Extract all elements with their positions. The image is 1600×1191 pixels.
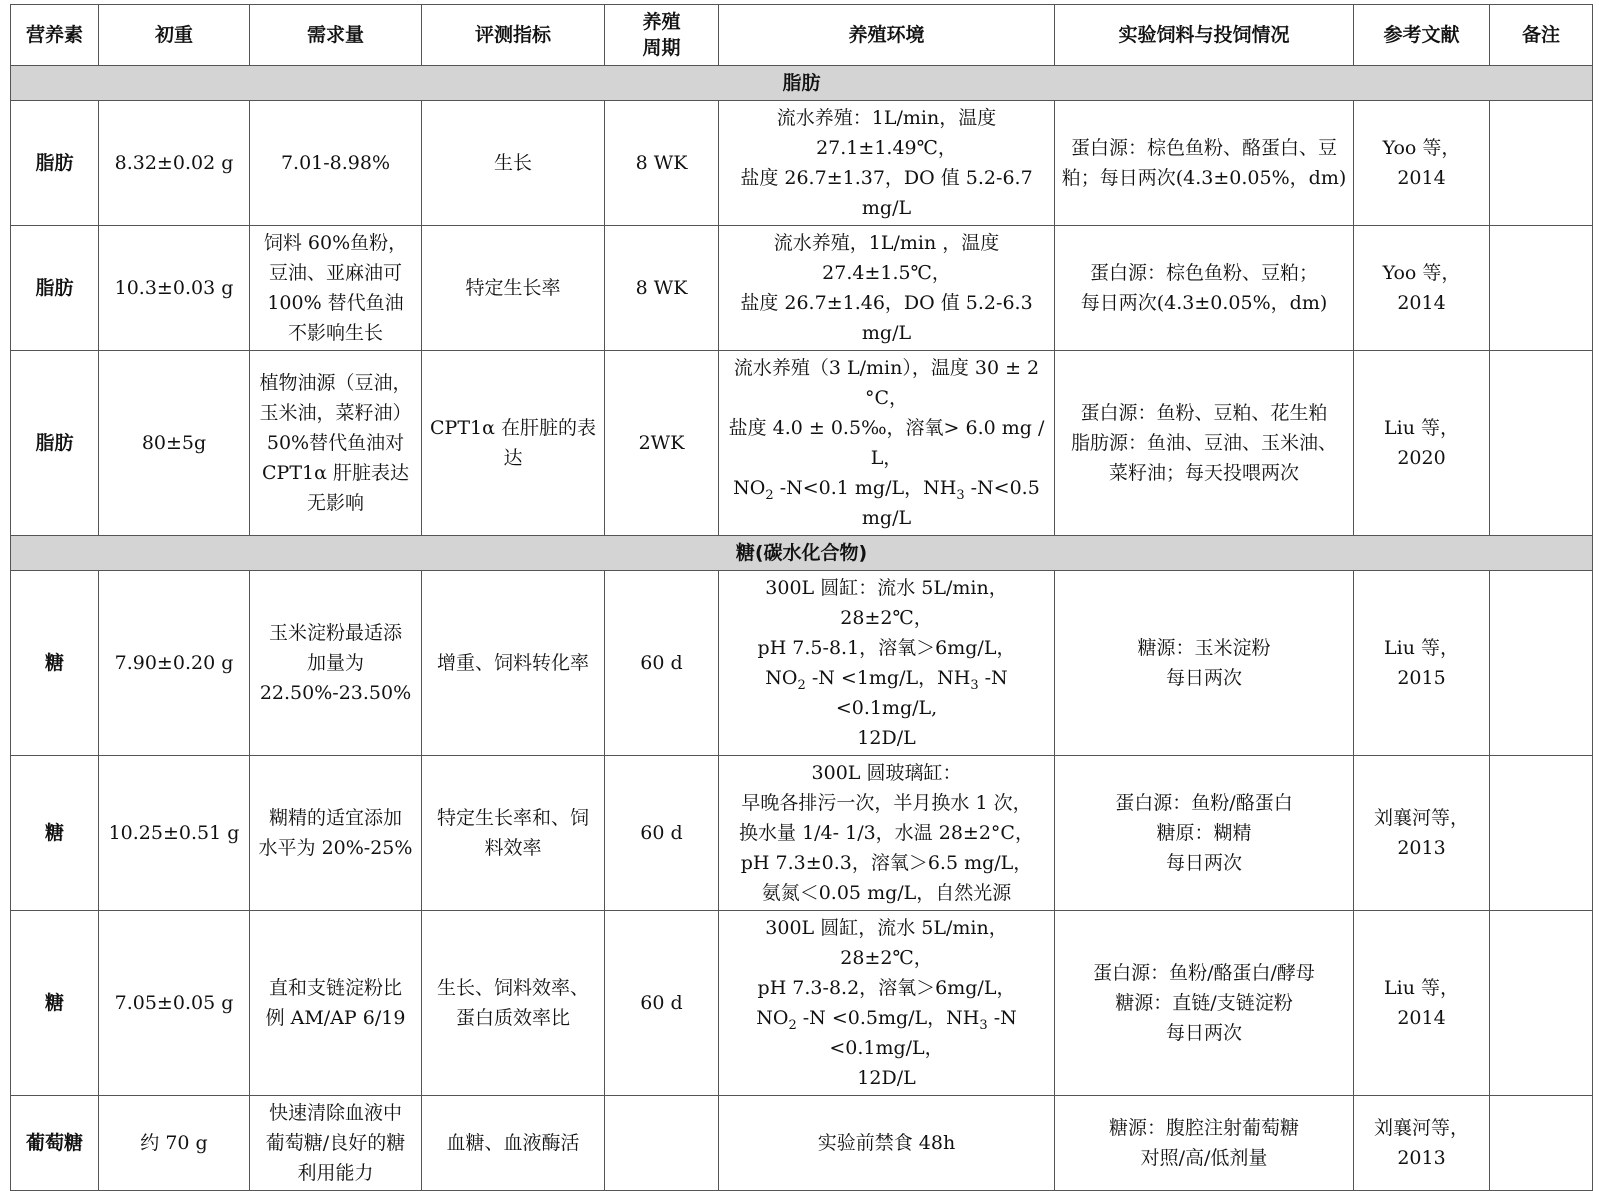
cell-reference: Yoo 等，2014 — [1354, 101, 1490, 226]
cell-note — [1490, 226, 1593, 351]
cell-reference: Liu 等，2014 — [1354, 911, 1490, 1096]
cell-feed: 蛋白源：鱼粉、豆粕、花生粕 脂肪源：鱼油、豆油、玉米油、 菜籽油；每天投喂两次 — [1055, 351, 1354, 536]
cell-weight: 80±5g — [99, 351, 250, 536]
cell-requirement: 玉米淀粉最适添 加量为 22.50%-23.50% — [250, 571, 422, 756]
cell-nutrient: 脂肪 — [11, 101, 99, 226]
data-table-container — [10, 4, 1592, 1191]
cell-feed: 糖源：腹腔注射葡萄糖 对照/高/低剂量 — [1055, 1096, 1354, 1191]
cell-index: 生长、饲料效率、 蛋白质效率比 — [422, 911, 605, 1096]
section-row-fat — [11, 66, 1593, 101]
cell-weight: 7.05±0.05 g — [99, 911, 250, 1096]
cell-weight: 10.3±0.03 g — [99, 226, 250, 351]
cell-reference: 刘襄河等， 2013 — [1354, 756, 1490, 911]
cell-environment: 流水养殖，1L/min ，温度 27.4±1.5℃， 盐度 26.7±1.46，DO 值 5.2-6.3 mg/L — [719, 226, 1055, 351]
header-culture-period: 养殖周期 — [605, 5, 719, 66]
cell-note — [1490, 571, 1593, 756]
cell-weight: 8.32±0.02 g — [99, 101, 250, 226]
cell-weight: 7.90±0.20 g — [99, 571, 250, 756]
cell-note — [1490, 756, 1593, 911]
cell-feed: 蛋白源：棕色鱼粉、豆粕； 每日两次(4.3±0.05%，dm) — [1055, 226, 1354, 351]
cell-note — [1490, 1096, 1593, 1191]
cell-nutrient: 葡萄糖 — [11, 1096, 99, 1191]
cell-environment: 300L 圆玻璃缸： 早晚各排污一次，半月换水 1 次， 换水量 1/4- 1/3，水温 28±2°C， pH 7.3±0.3，溶氧＞6.5 mg/L， 氨氮＜0.05 mg/L，自然光源 — [719, 756, 1055, 911]
cell-period: 60 d — [605, 571, 719, 756]
cell-weight: 10.25±0.51 g — [99, 756, 250, 911]
cell-requirement: 植物油源（豆油， 玉米油，菜籽油） 50%替代鱼油对 CPT1α 肝脏表达 无影响 — [250, 351, 422, 536]
cell-index: 血糖、血液酶活 — [422, 1096, 605, 1191]
cell-note — [1490, 911, 1593, 1096]
cell-nutrient: 糖 — [11, 571, 99, 756]
cell-index: 特定生长率和、饲 料效率 — [422, 756, 605, 911]
table-row — [11, 351, 1593, 536]
cell-environment: 实验前禁食 48h — [719, 1096, 1055, 1191]
header-nutrient: 营养素 — [11, 5, 99, 66]
cell-requirement: 7.01-8.98% — [250, 101, 422, 226]
cell-feed: 蛋白源：鱼粉/酪蛋白/酵母 糖源：直链/支链淀粉 每日两次 — [1055, 911, 1354, 1096]
cell-period — [605, 1096, 719, 1191]
section-title-fat: 脂肪 — [11, 66, 1593, 101]
table-row — [11, 756, 1593, 911]
header-reference: 参考文献 — [1354, 5, 1490, 66]
cell-requirement: 饲料 60%鱼粉， 豆油、亚麻油可 100% 替代鱼油 不影响生长 — [250, 226, 422, 351]
cell-environment: 300L 圆缸，流水 5L/min，28±2℃， pH 7.3-8.2，溶氧＞6mg/L， $NO_2$ -N <0.5mg/L，$NH_3$ -N <0.1mg/L， 12D/L — [719, 911, 1055, 1096]
cell-index: 增重、饲料转化率 — [422, 571, 605, 756]
cell-index: 特定生长率 — [422, 226, 605, 351]
cell-nutrient: 糖 — [11, 911, 99, 1096]
header-requirement: 需求量 — [250, 5, 422, 66]
cell-feed: 蛋白源：鱼粉/酪蛋白 糖原：糊精 每日两次 — [1055, 756, 1354, 911]
cell-reference: Liu 等，2015 — [1354, 571, 1490, 756]
table-row — [11, 911, 1593, 1096]
section-row-sugar — [11, 536, 1593, 571]
cell-environment: 300L 圆缸：流水 5L/min，28±2℃， pH 7.5-8.1，溶氧＞6mg/L， $NO_2$ -N <1mg/L，$NH_3$ -N <0.1mg/L, 12D/L — [719, 571, 1055, 756]
cell-nutrient: 脂肪 — [11, 226, 99, 351]
header-evaluation-index — [422, 5, 605, 66]
table-row — [11, 226, 1593, 351]
cell-index: CPT1α 在肝脏的表 达 — [422, 351, 605, 536]
cell-environment: 流水养殖（3 L/min），温度 30 ± 2 °C， 盐度 4.0 ± 0.5‰，溶氧> 6.0 mg / L， $NO_2$ -N<0.1 mg/L，$NH_3$ -N<0.5 mg/L — [719, 351, 1055, 536]
cell-nutrient: 糖 — [11, 756, 99, 911]
cell-requirement: 直和支链淀粉比 例 AM/AP 6/19 — [250, 911, 422, 1096]
table-row — [11, 1096, 1593, 1191]
cell-period: 8 WK — [605, 101, 719, 226]
cell-feed: 糖源：玉米淀粉 每日两次 — [1055, 571, 1354, 756]
cell-reference: 刘襄河等， 2013 — [1354, 1096, 1490, 1191]
nutrient-requirement-table — [10, 4, 1593, 1191]
cell-environment: 流水养殖：1L/min，温度 27.1±1.49℃， 盐度 26.7±1.37，DO 值 5.2-6.7 mg/L — [719, 101, 1055, 226]
cell-note — [1490, 101, 1593, 226]
cell-reference: Yoo 等，2014 — [1354, 226, 1490, 351]
header-culture-environment: 养殖环境 — [719, 5, 1055, 66]
table-row — [11, 101, 1593, 226]
cell-period: 8 WK — [605, 226, 719, 351]
cell-requirement: 糊精的适宜添加 水平为 20%-25% — [250, 756, 422, 911]
cell-weight: 约 70 g — [99, 1096, 250, 1191]
header-row — [11, 5, 1593, 66]
cell-period: 60 d — [605, 756, 719, 911]
header-initial-weight: 初重 — [99, 5, 250, 66]
cell-nutrient: 脂肪 — [11, 351, 99, 536]
header-feed: 实验饲料与投饲情况 — [1055, 5, 1354, 66]
cell-reference: Liu 等，2020 — [1354, 351, 1490, 536]
table-row — [11, 571, 1593, 756]
section-title-sugar: 糖(碳水化合物) — [11, 536, 1593, 571]
header-note: 备注 — [1490, 5, 1593, 66]
cell-note — [1490, 351, 1593, 536]
cell-index: 生长 — [422, 101, 605, 226]
header-period-text: 评测指标 — [474, 24, 551, 46]
cell-period: 60 d — [605, 911, 719, 1096]
cell-requirement: 快速清除血液中 葡萄糖/良好的糖 利用能力 — [250, 1096, 422, 1191]
cell-feed: 蛋白源：棕色鱼粉、酪蛋白、豆 粕；每日两次(4.3±0.05%，dm) — [1055, 101, 1354, 226]
cell-period: 2WK — [605, 351, 719, 536]
